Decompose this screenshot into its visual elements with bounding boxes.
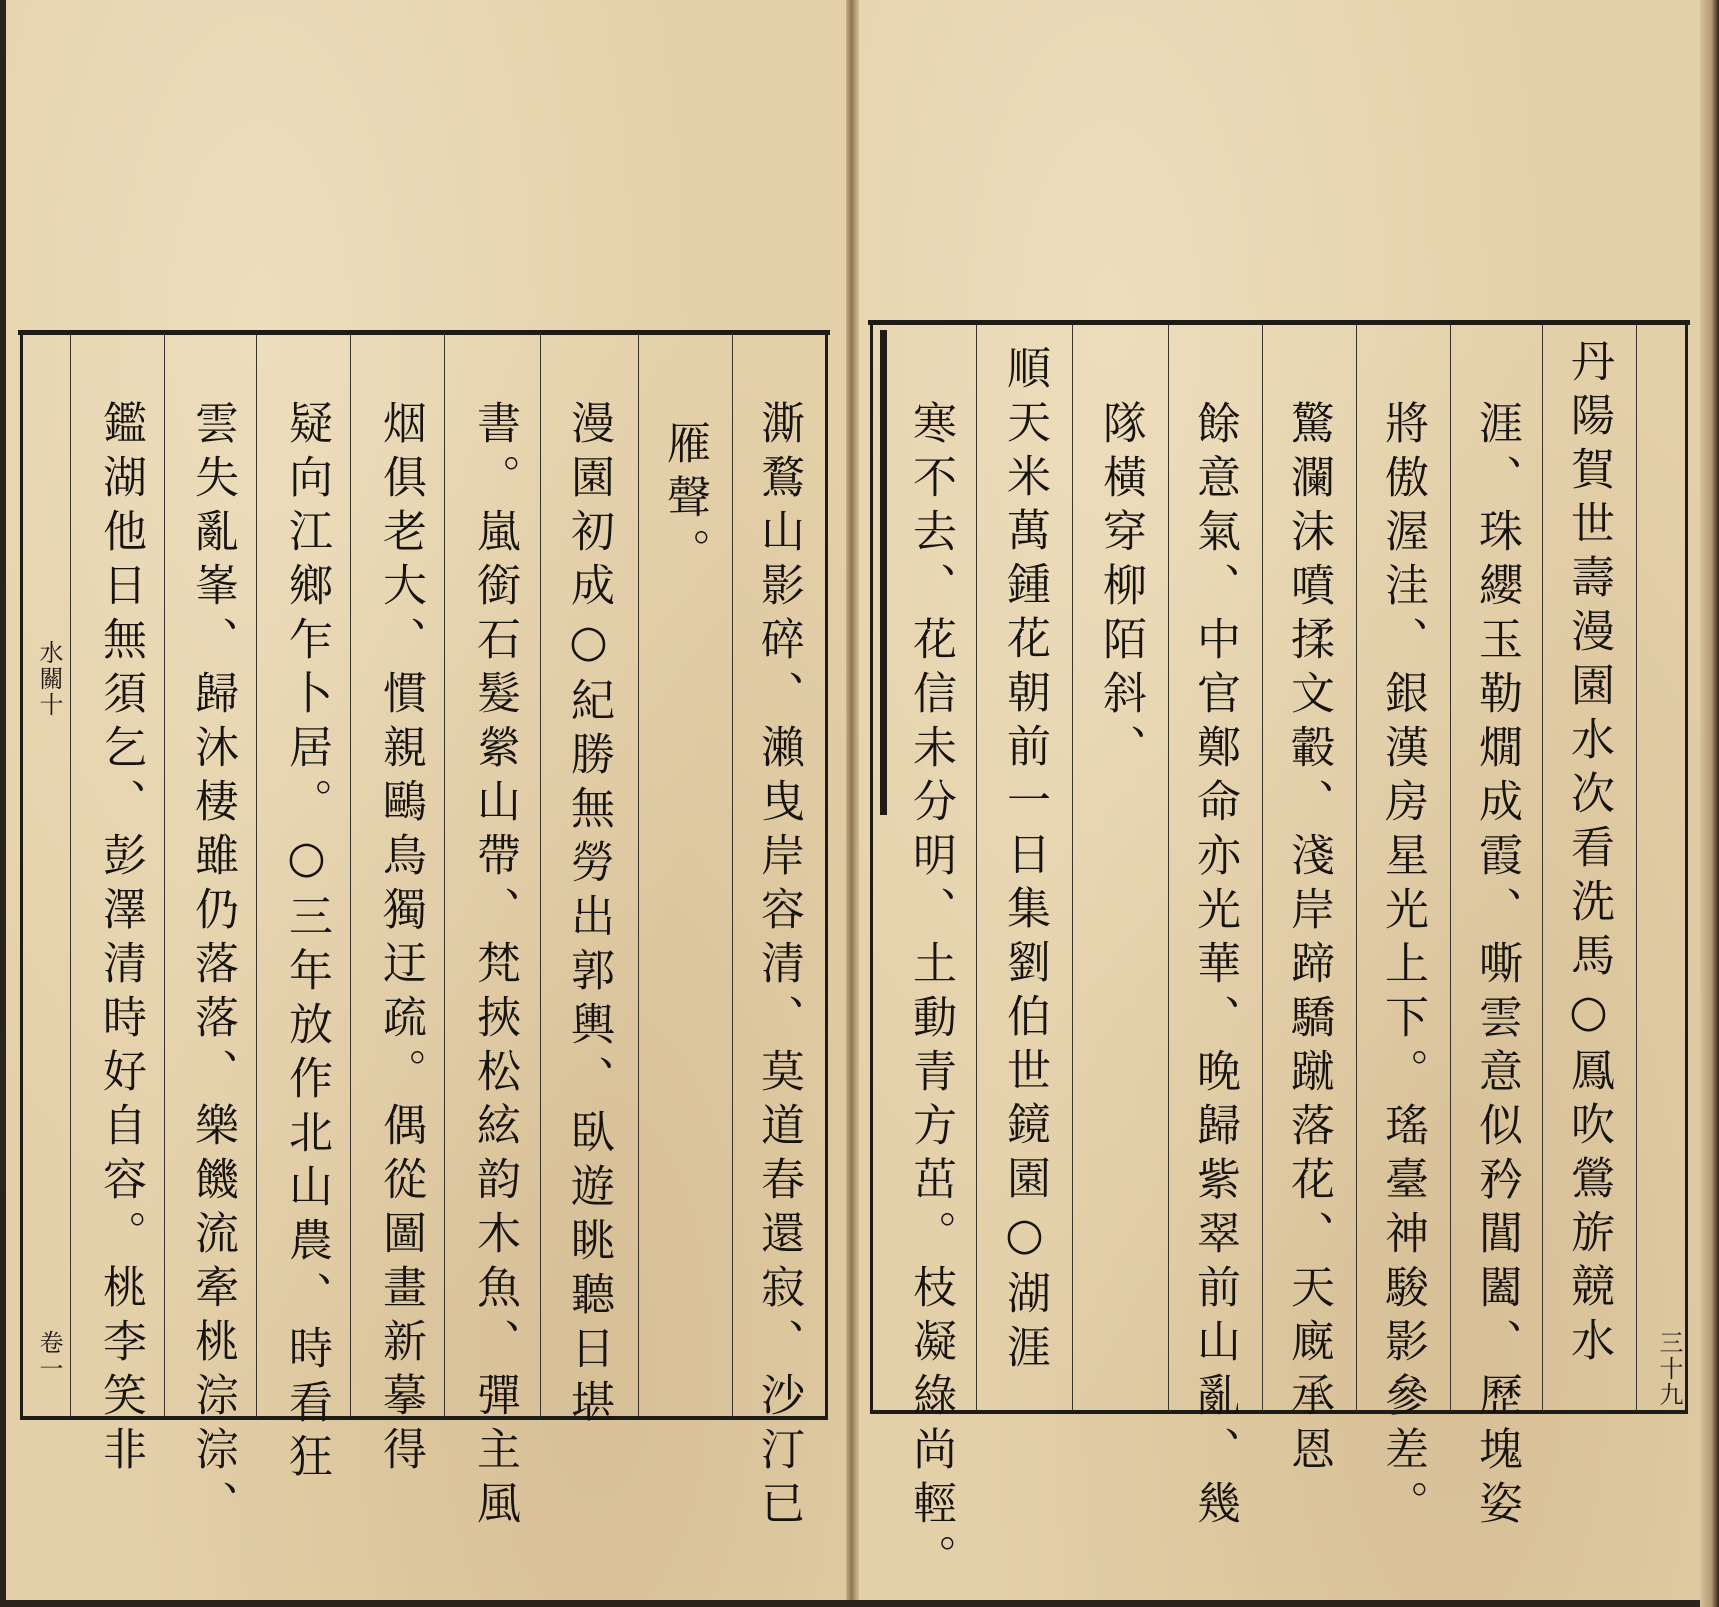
left-col-divider (256, 335, 257, 1417)
right-margin-page-number: 三十九 (1655, 1330, 1683, 1408)
left-col-divider (638, 335, 639, 1417)
right-text-column-1: 丹陽賀世壽漫園水次看洗馬○鳳吹鶯旂競水 (1563, 338, 1614, 1371)
left-col-divider (444, 335, 445, 1417)
page-edge (1700, 0, 1719, 1607)
left-col-divider (540, 335, 541, 1417)
right-col-divider (1168, 325, 1169, 1411)
left-margin-volume: 卷一 (35, 1330, 63, 1382)
right-col-divider (1636, 325, 1637, 1411)
left-margin-title: 水關十 (35, 640, 63, 718)
right-text-column-8: 寒不去、花信未分明、土動青方茁。枝凝綠尚輕。 (905, 400, 956, 1588)
left-text-column-7: 雲失亂峯、歸沐棲雖仍落落、樂饑流牽桃淙淙、 (187, 400, 238, 1534)
right-text-column-4: 驚瀾沫噴揉文轂、淺岸蹄驕蹴落花、天廐承恩 (1283, 400, 1334, 1480)
right-text-column-6: 隊橫穿柳陌斜、 (1095, 400, 1146, 778)
left-text-column-1: 澌鶩山影碎、瀨曳岸容清、莫道春還寂、沙汀已 (753, 400, 804, 1534)
left-text-column-4: 書。嵐銜石髮縈山帶、梵挾松絃韵木魚、彈主風 (469, 400, 520, 1534)
right-bottom-rule (870, 1410, 1688, 1414)
right-col-divider (1542, 325, 1543, 1411)
left-col-divider (70, 335, 71, 1417)
right-col-divider (976, 325, 977, 1411)
left-col-divider (732, 335, 733, 1417)
left-text-column-3: 漫園初成○紀勝無勞出郭輿、臥遊眺聽日堪 (563, 400, 614, 1433)
left-text-column-5: 烟俱老大、慣親鷗鳥獨迂疏。偶從圖畫新摹得 (375, 400, 426, 1480)
left-col-divider (164, 335, 165, 1417)
left-text-column-2: 雁聲。 (659, 420, 710, 582)
right-col-divider (1356, 325, 1357, 1411)
right-col-divider (1072, 325, 1073, 1411)
right-heavy-bar (880, 330, 887, 815)
right-col-divider (1450, 325, 1451, 1411)
right-text-column-7: 順天米萬鍾花朝前一日集劉伯世鏡園○湖涯 (999, 345, 1050, 1378)
right-text-column-5: 餘意氣、中官鄭命亦光華、晚歸紫翠前山亂、幾 (1189, 400, 1240, 1534)
right-col-divider (1262, 325, 1263, 1411)
book-gutter (846, 0, 859, 1600)
left-col-divider (350, 335, 351, 1417)
right-text-column-2: 涯、珠纓玉勒燗成霞、嘶雲意似矜閶闔、歷塊姿 (1471, 400, 1522, 1534)
left-text-column-8: 鑑湖他日無須乞、彭澤清時好自容。桃李笑非 (95, 400, 146, 1480)
right-text-column-3: 將傲渥洼、銀漢房星光上下。瑤臺神駿影參差。 (1377, 400, 1428, 1534)
left-text-column-6: 疑向江鄉乍卜居。○三年放作北山農、時看狂 (281, 400, 332, 1487)
